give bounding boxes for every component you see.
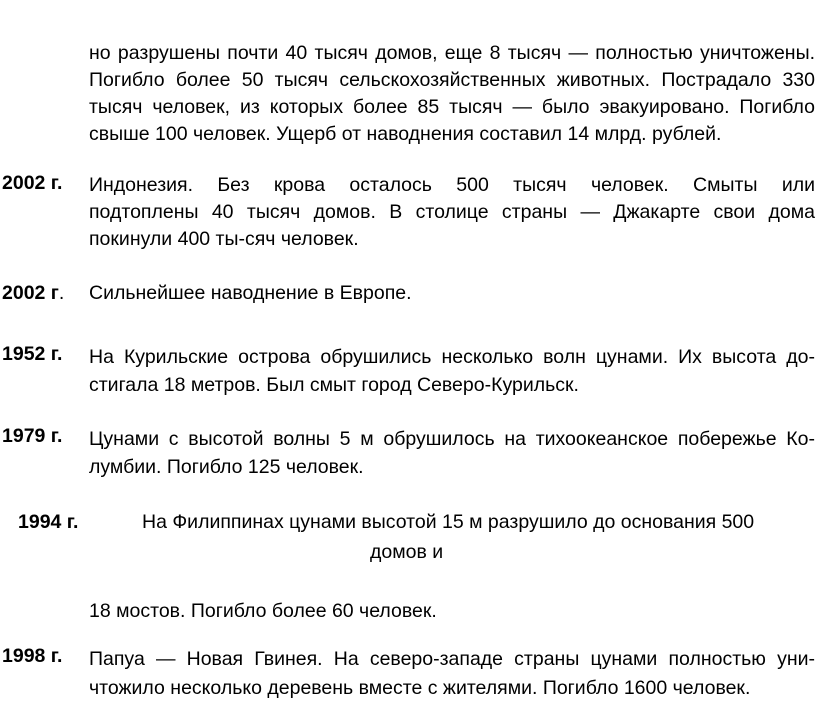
entry-line: 18 мостов. Погибло более 60 человек. <box>89 600 437 622</box>
entry-year: 1998 г. <box>2 645 63 667</box>
entry-year: 2002 г. <box>2 172 63 194</box>
entry-year: 1979 г. <box>2 425 63 447</box>
entry-line: лумбии. Погибло 125 человек. <box>89 456 364 478</box>
entry-year: 1952 г. <box>2 343 63 365</box>
entry-line: чтожило несколько деревень вместе с жителями. Погибло 1600 человек. <box>89 677 751 699</box>
entry-year <box>2 282 64 305</box>
intro-line: тысяч человек, из которых более 85 тысяч — было эвакуировано. Погибло <box>89 96 815 118</box>
entry-line: стигала 18 метров. Был смыт город Северо-Курильск. <box>89 374 579 396</box>
intro-line: свыше 100 человек. Ущерб от наводнения составил 14 млрд. рублей. <box>89 123 722 145</box>
intro-line: Погибло более 50 тысяч сельскохозяйственных животных. Пострадало 330 <box>89 69 815 91</box>
entry-text <box>89 425 815 481</box>
entry-line: покинули 400 ты-сяч человек. <box>89 228 359 250</box>
entry-text <box>89 172 815 253</box>
intro-line: но разрушены почти 40 тысяч домов, еще 8 тысяч — полностью уничтожены. <box>89 42 815 64</box>
entry-text <box>89 343 815 399</box>
entry-year: 1994 г. <box>18 511 79 533</box>
entry-line: На Филиппинах цунами высотой 15 м разрушило до основания 500 <box>142 511 755 533</box>
entry-line: Сильнейшее наводнение в Европе. <box>89 282 412 304</box>
intro-paragraph <box>89 40 815 148</box>
entry-year-dot: . <box>58 282 65 304</box>
entry-line: подтоплены 40 тысяч домов. В столице страны — Джакарте свои дома <box>89 201 815 223</box>
entry-line: На Курильские острова обрушились несколько волн цунами. Их высота до- <box>89 346 815 368</box>
entry-line: Индонезия. Без крова осталось 500 тысяч человек. Смыты или <box>89 174 815 196</box>
entry-line: домов и <box>370 541 444 563</box>
entry-text <box>89 645 815 703</box>
entry-line: Цунами с высотой волны 5 м обрушилось на тихоокеанское побережье Ко- <box>89 428 815 450</box>
entry-line: Папуа — Новая Гвинея. На северо-западе страны цунами полностью уни- <box>89 648 815 670</box>
entry-year-bold: 2002 г <box>2 282 59 304</box>
